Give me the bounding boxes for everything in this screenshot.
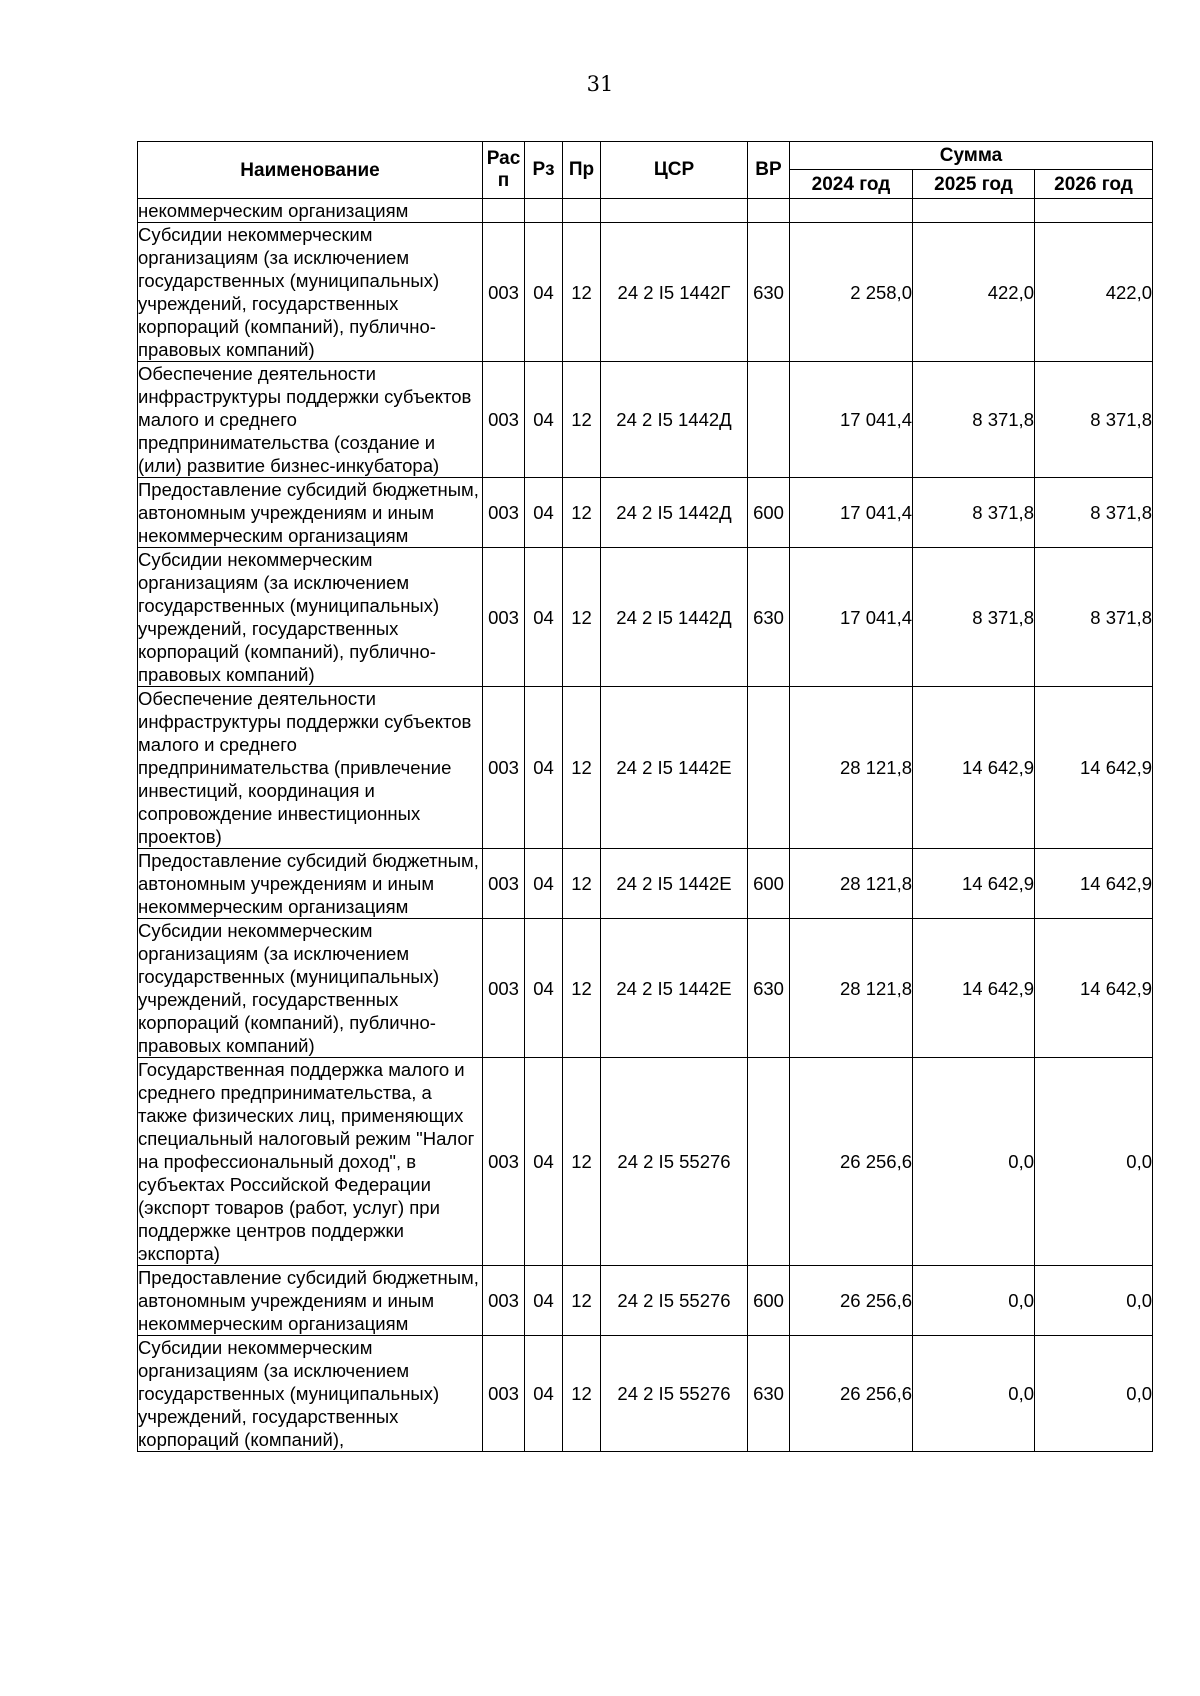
- continuation-row: [138, 199, 1153, 223]
- cell-empty: [790, 199, 913, 223]
- cell-vr: [748, 1058, 790, 1266]
- cell-amount-2026: 0,0: [1035, 1266, 1153, 1336]
- table-row: [138, 548, 1153, 687]
- cell-amount-2025: 8 371,8: [913, 478, 1035, 548]
- cell-pr: 12: [563, 687, 601, 849]
- cell-amount-2024: 17 041,4: [790, 362, 913, 478]
- cell-empty: [748, 199, 790, 223]
- cell-pr: 12: [563, 919, 601, 1058]
- cell-pr: 12: [563, 362, 601, 478]
- cell-amount-2024: 17 041,4: [790, 478, 913, 548]
- cell-amount-2026: 8 371,8: [1035, 548, 1153, 687]
- cell-amount-2026: 422,0: [1035, 223, 1153, 362]
- cell-rz: 04: [525, 849, 563, 919]
- cell-name: Субсидии некоммерческим организациям (за исключением государственных (муниципальных) учреждений, государственных корпораций (компаний), публично-правовых компаний): [138, 548, 483, 687]
- cell-rasp: 003: [483, 1336, 525, 1452]
- cell-pr: 12: [563, 478, 601, 548]
- cell-csr: 24 2 I5 1442Е: [601, 687, 748, 849]
- cell-amount-2026: 14 642,9: [1035, 919, 1153, 1058]
- table-row: [138, 1336, 1153, 1452]
- cell-amount-2025: 0,0: [913, 1058, 1035, 1266]
- cell-vr: [748, 362, 790, 478]
- cell-pr: 12: [563, 1058, 601, 1266]
- cell-amount-2024: 28 121,8: [790, 849, 913, 919]
- cell-name: Субсидии некоммерческим организациям (за исключением государственных (муниципальных) учреждений, государственных корпораций (компаний), публично-правовых компаний): [138, 919, 483, 1058]
- cell-csr: 24 2 I5 1442Е: [601, 849, 748, 919]
- cell-pr: 12: [563, 223, 601, 362]
- cell-vr: 600: [748, 478, 790, 548]
- cell-amount-2025: 8 371,8: [913, 362, 1035, 478]
- cell-amount-2025: 14 642,9: [913, 849, 1035, 919]
- header-year-2026: 2026 год: [1035, 170, 1153, 199]
- header-pr: Пр: [563, 142, 601, 199]
- cell-vr: 630: [748, 919, 790, 1058]
- cell-rz: 04: [525, 687, 563, 849]
- cell-vr: 630: [748, 548, 790, 687]
- cell-rz: 04: [525, 1266, 563, 1336]
- cell-vr: [748, 687, 790, 849]
- cell-csr: 24 2 I5 55276: [601, 1336, 748, 1452]
- cell-name: Предоставление субсидий бюджетным, автономным учреждениям и иным некоммерческим организациям: [138, 1266, 483, 1336]
- cell-csr: 24 2 I5 55276: [601, 1058, 748, 1266]
- cell-amount-2026: 8 371,8: [1035, 478, 1153, 548]
- cell-amount-2025: 14 642,9: [913, 919, 1035, 1058]
- cell-rasp: 003: [483, 478, 525, 548]
- cell-amount-2024: 26 256,6: [790, 1266, 913, 1336]
- table-row: [138, 919, 1153, 1058]
- cell-amount-2026: 8 371,8: [1035, 362, 1153, 478]
- cell-amount-2025: 0,0: [913, 1266, 1035, 1336]
- cell-pr: 12: [563, 1266, 601, 1336]
- cell-vr: 630: [748, 1336, 790, 1452]
- cell-name: Обеспечение деятельности инфраструктуры поддержки субъектов малого и среднего предпринимательства (привлечение инвестиций, координация и сопровождение инвестиционных проектов): [138, 687, 483, 849]
- cell-rasp: 003: [483, 687, 525, 849]
- cell-amount-2026: 0,0: [1035, 1058, 1153, 1266]
- header-year-2025: 2025 год: [913, 170, 1035, 199]
- cell-rz: 04: [525, 223, 563, 362]
- cell-amount-2026: 0,0: [1035, 1336, 1153, 1452]
- cell-rasp: 003: [483, 1058, 525, 1266]
- header-rz: Рз: [525, 142, 563, 199]
- header-vr: ВР: [748, 142, 790, 199]
- header-rasp: Рас п: [483, 142, 525, 199]
- table-row: [138, 1058, 1153, 1266]
- cell-rz: 04: [525, 1058, 563, 1266]
- cell-csr: 24 2 I5 1442Д: [601, 548, 748, 687]
- cell-rasp: 003: [483, 1266, 525, 1336]
- cell-vr: 600: [748, 849, 790, 919]
- cell-rasp: 003: [483, 849, 525, 919]
- page-number: 31: [586, 72, 614, 96]
- cell-name: Государственная поддержка малого и среднего предпринимательства, а также физических лиц, применяющих специальный налоговый режим "Налог на профессиональный доход", в субъектах Российской Федерации (экспорт товаров (работ, услуг) при поддержке центров поддержки экспорта): [138, 1058, 483, 1266]
- cell-amount-2025: 0,0: [913, 1336, 1035, 1452]
- header-year-2024: 2024 год: [790, 170, 913, 199]
- cell-amount-2024: 2 258,0: [790, 223, 913, 362]
- cell-amount-2024: 26 256,6: [790, 1058, 913, 1266]
- cell-csr: 24 2 I5 1442Е: [601, 919, 748, 1058]
- cell-name: Предоставление субсидий бюджетным, автономным учреждениям и иным некоммерческим организациям: [138, 478, 483, 548]
- cell-amount-2024: 17 041,4: [790, 548, 913, 687]
- cell-empty: [1035, 199, 1153, 223]
- cell-pr: 12: [563, 849, 601, 919]
- cell-rz: 04: [525, 362, 563, 478]
- cell-amount-2026: 14 642,9: [1035, 849, 1153, 919]
- cell-rz: 04: [525, 1336, 563, 1452]
- cell-empty: [525, 199, 563, 223]
- cell-pr: 12: [563, 1336, 601, 1452]
- table-row: [138, 849, 1153, 919]
- cell-amount-2024: 28 121,8: [790, 919, 913, 1058]
- cell-csr: 24 2 I5 1442Г: [601, 223, 748, 362]
- cell-vr: 600: [748, 1266, 790, 1336]
- cell-empty: [913, 199, 1035, 223]
- cell-rasp: 003: [483, 362, 525, 478]
- cell-amount-2024: 26 256,6: [790, 1336, 913, 1452]
- table-row: [138, 1266, 1153, 1336]
- header-row: [138, 142, 1153, 170]
- cell-amount-2026: 14 642,9: [1035, 687, 1153, 849]
- cell-rasp: 003: [483, 223, 525, 362]
- cell-amount-2025: 422,0: [913, 223, 1035, 362]
- cell-name: Обеспечение деятельности инфраструктуры поддержки субъектов малого и среднего предпринимательства (создание и (или) развитие бизнес-инкубатора): [138, 362, 483, 478]
- cell-name: Субсидии некоммерческим организациям (за исключением государственных (муниципальных) учреждений, государственных корпораций (компаний), публично-правовых компаний): [138, 223, 483, 362]
- header-csr: ЦСР: [601, 142, 748, 199]
- cell-csr: 24 2 I5 1442Д: [601, 478, 748, 548]
- cell-name: Предоставление субсидий бюджетным, автономным учреждениям и иным некоммерческим организациям: [138, 849, 483, 919]
- header-name: Наименование: [138, 142, 483, 199]
- budget-table: [137, 141, 1153, 1452]
- table-row: [138, 478, 1153, 548]
- cell-rasp: 003: [483, 548, 525, 687]
- cell-rz: 04: [525, 478, 563, 548]
- cell-amount-2025: 8 371,8: [913, 548, 1035, 687]
- cell-vr: 630: [748, 223, 790, 362]
- cell-csr: 24 2 I5 55276: [601, 1266, 748, 1336]
- header-sum: Сумма: [790, 142, 1153, 170]
- cell-empty: [483, 199, 525, 223]
- table-row: [138, 223, 1153, 362]
- cell-rz: 04: [525, 919, 563, 1058]
- cell-empty: [601, 199, 748, 223]
- cell-rz: 04: [525, 548, 563, 687]
- cell-name: Субсидии некоммерческим организациям (за исключением государственных (муниципальных) учреждений, государственных корпораций (компаний),: [138, 1336, 483, 1452]
- continuation-text: некоммерческим организациям: [138, 199, 483, 223]
- table-row: [138, 362, 1153, 478]
- cell-csr: 24 2 I5 1442Д: [601, 362, 748, 478]
- cell-rasp: 003: [483, 919, 525, 1058]
- table-row: [138, 687, 1153, 849]
- cell-amount-2024: 28 121,8: [790, 687, 913, 849]
- cell-pr: 12: [563, 548, 601, 687]
- cell-empty: [563, 199, 601, 223]
- cell-amount-2025: 14 642,9: [913, 687, 1035, 849]
